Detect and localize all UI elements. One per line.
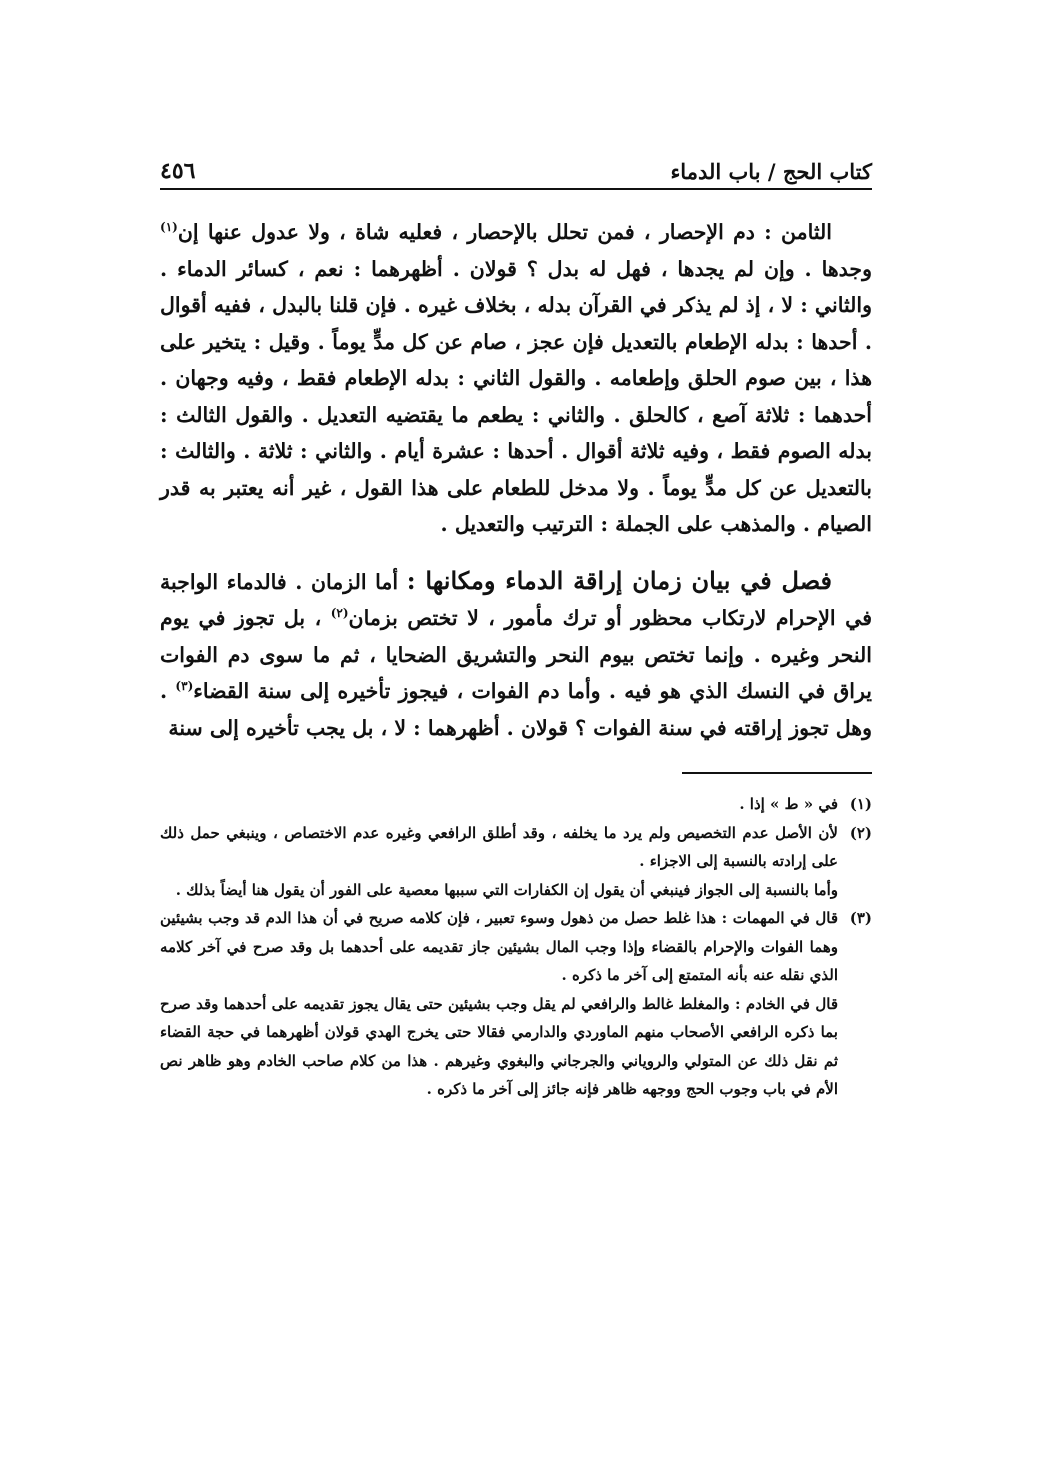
footnote-divider [682, 772, 872, 774]
footnote-ref: (١) [160, 220, 178, 235]
footnote-number: (٣) [849, 909, 872, 927]
section-heading: فصل في بيان زمان إراقة الدماء ومكانها : [406, 565, 832, 595]
footnote-body [160, 904, 838, 1104]
footnote-ref: (٣) [175, 679, 194, 694]
paragraph-text: . وهل تجوز إراقته في سنة الفوات ؟ قولان . أظهرهما : لا ، بل يجب تأخيره إلى سنة [160, 679, 872, 740]
paragraph-text: الثامن : دم الإحصار ، فمن تحلل بالإحصار ، فعليه شاة ، ولا عدول عنها إن [177, 220, 832, 244]
chapter-title: كتاب الحج / باب الدماء [670, 159, 872, 184]
footnote-number: (١) [849, 795, 872, 813]
footnote-text: في « ط » إذا . [739, 795, 838, 813]
page-number: ٤٥٦ [160, 158, 196, 184]
running-header [160, 140, 872, 190]
paragraph-text: وجدها . وإن لم يجدها ، فهل له بدل ؟ قولان . أظهرهما : نعم ، كسائر الدماء . والثاني : لا ، إذ لم يذكر في القرآن بدله ، بخلاف غيره . فإن قلنا بالبدل ، ففيه أقوال . أحدها : بدله الإطعام بالتعديل فإن عجز ، صام عن كل مدٍّ يوماً . وقيل : يتخير على هذا ، بين صوم الحلق وإطعامه . والقول الثاني : بدله الإطعام فقط ، وفيه وجهان . أحدهما : ثلاثة آصع ، كالحلق . والثاني : يطعم ما يقتضيه التعديل . والقول الثالث : بدله الصوم فقط ، وفيه ثلاثة أقوال . أحدها : عشرة أيام . والثاني : ثلاثة . والثالث : بالتعديل عن كل مدٍّ يوماً . ولا مدخل للطعام على هذا القول ، غير أنه يعتبر به قدر الصيام . والمذهب على الجملة : الترتيب والتعديل . [160, 256, 872, 536]
footnote [160, 819, 872, 905]
paragraph [160, 214, 872, 543]
footnote-text: قال في المهمات : هذا غلط حصل من ذهول وسوء تعبير ، فإن كلامه صريح في أن هذا الدم قد وجب بشيئين وهما الفوات والإحرام بالقضاء وإذا وجب المال بشيئين جاز تقديمه على أحدهما بل وقد صرح في آخر كلامه الذي نقله عنه بأنه المتمتع إلى آخر ما ذكره . [160, 909, 838, 984]
footnote-text: قال في الخادم : والمغلط غالط والرافعي لم يقل وجب بشيئين حتى يقال يجوز تقديمه على أحدهما وقد صرح بما ذكره الرافعي الأصحاب منهم الماوردي والدارمي فقالا حتى يخرج الهدي قولان أظهرهما في حجة القضاء ثم نقل ذلك عن المتولي والروياني والجرجاني والبغوي وغيرهم . هذا من كلام صاحب الخادم وهو ظاهر نص الأم في باب وجوب الحج ووجهه ظاهر فإنه جائز إلى آخر ما ذكره . [160, 994, 838, 1098]
footnote-number: (٢) [849, 823, 872, 842]
footnote-ref: (٢) [330, 606, 349, 621]
book-page [160, 140, 872, 1400]
footnote-body [160, 790, 838, 819]
paragraph [160, 563, 872, 747]
footnotes [160, 790, 872, 1104]
paragraph-text: أما الزمان . فالدماء الواجبة في الإحرام لارتكاب محظور أو ترك مأمور ، لا تختص بزمان [160, 569, 872, 630]
footnote [160, 790, 872, 819]
main-text [160, 214, 872, 746]
footnote-text: وأما بالنسبة إلى الجواز فينبغي أن يقول إن الكفارات التي سببها معصية على الفور أن يقول هنا أيضاً بذلك . [175, 880, 838, 899]
footnote-text: لأن الأصل عدم التخصيص ولم يرد ما يخلفه ، وقد أطلق الرافعي وغيره عدم الاختصاص ، وينبغي حمل ذلك على إرادته بالنسبة إلى الاجزاء . [160, 823, 838, 870]
footnote [160, 904, 872, 1104]
footnote-body [160, 819, 838, 905]
paragraph-text: ، بل تجوز في يوم النحر وغيره . وإنما تختص بيوم النحر والتشريق الضحايا ، ثم ما سوى دم الفوات يراق في النسك الذي هو فيه . وأما دم الفوات ، فيجوز تأخيره إلى سنة القضاء [160, 606, 872, 703]
